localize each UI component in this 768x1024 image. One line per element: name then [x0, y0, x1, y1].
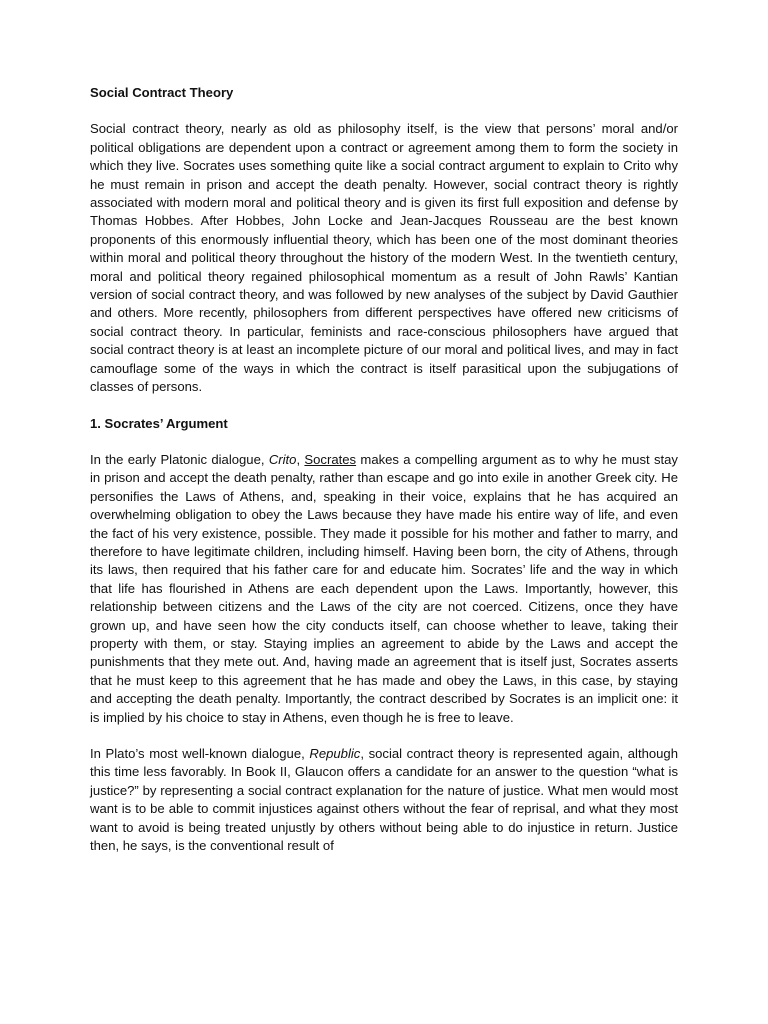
- spacer: [90, 397, 678, 415]
- crito-title: Crito: [268, 451, 297, 467]
- paragraph-text: ,: [296, 451, 305, 467]
- paragraph-text: makes a compelling argument as to why he must stay in prison and accept the death penalty, rather than escape and go into exile in another Greek city. He personifies the Laws of Athens, and, speaking in their voice, explains that he has acquired an overwhelming obligation to obey the Laws because they have made his entire way of life, and even the fact of his very existence, possible. They made it possible for his mother and father to marry, and therefore to have legitimate children, including himself. Having been born, the city of Athens, through its laws, then required that his father care for and educate him. Socrates’ life and the way in which that life has flourished in Athens are each dependent upon the Laws. Importantly, however, this relationship between citizens and the Laws of the city are not coerced. Citizens, once they have grown up, and have seen how the city conducts itself, can choose whether to leave, taking their property with them, or stay. Staying implies an agreement to abide by the Laws and accept the punishments that they mete out. And, having made an agreement that is itself just, Socrates asserts that he must keep to this agreement that he has made and obey the Laws, in this case, by staying and accepting the death penalty. Importantly, the contract described by Socrates is an implicit one: it is implied by his choice to stay in Athens, even though he is free to leave.: [90, 451, 678, 725]
- spacer: [90, 102, 678, 120]
- paragraph-text: , social contract theory is represented again, although this time less favorably. In Book II, Glaucon offers a candidate for an answer to the question “what is justice?” by representing a social contract explanation for the nature of justice. What men would most want is to be able to commit injustices against others without the fear of reprisal, and what they most want to avoid is being treated unjustly by others without being able to do injustice in return. Justice then, he says, is the conventional result of: [90, 746, 678, 854]
- socrates-link[interactable]: Socrates: [304, 451, 357, 467]
- section-heading: 1. Socrates’ Argument: [90, 415, 228, 431]
- paragraph-text: In the early Platonic dialogue,: [90, 451, 269, 467]
- document-title: Social Contract Theory: [90, 85, 234, 100]
- republic-title: Republic: [309, 746, 361, 761]
- spacer: [90, 727, 678, 745]
- document-page: [90, 84, 678, 855]
- paragraph-text: In Plato’s most well-known dialogue,: [90, 746, 310, 761]
- socrates-paragraph: [90, 451, 678, 727]
- spacer: [90, 433, 678, 451]
- republic-paragraph: [90, 745, 678, 855]
- intro-paragraph: Social contract theory, nearly as old as philosophy itself, is the view that persons’ moral and/or political obligations are dependent upon a contract or agreement among them to form the society in which they live. Socrates uses something quite like a social contract argument to explain to Crito why he must remain in prison and accept the death penalty. However, social contract theory is rightly associated with modern moral and political theory and is given its first full exposition and defense by Thomas Hobbes. After Hobbes, John Locke and Jean-Jacques Rousseau are the best known proponents of this enormously influential theory, which has been one of the most dominant theories within moral and political theory throughout the history of the modern West. In the twentieth century, moral and political theory regained philosophical momentum as a result of John Rawls’ Kantian version of social contract theory, and was followed by new analyses of the subject by David Gauthier and others. More recently, philosophers from different perspectives have offered new criticisms of social contract theory. In particular, feminists and race-conscious philosophers have argued that social contract theory is at least an incomplete picture of our moral and political lives, and may in fact camouflage some of the ways in which the contract is itself parasitical upon the subjugations of classes of persons.: [90, 121, 678, 395]
